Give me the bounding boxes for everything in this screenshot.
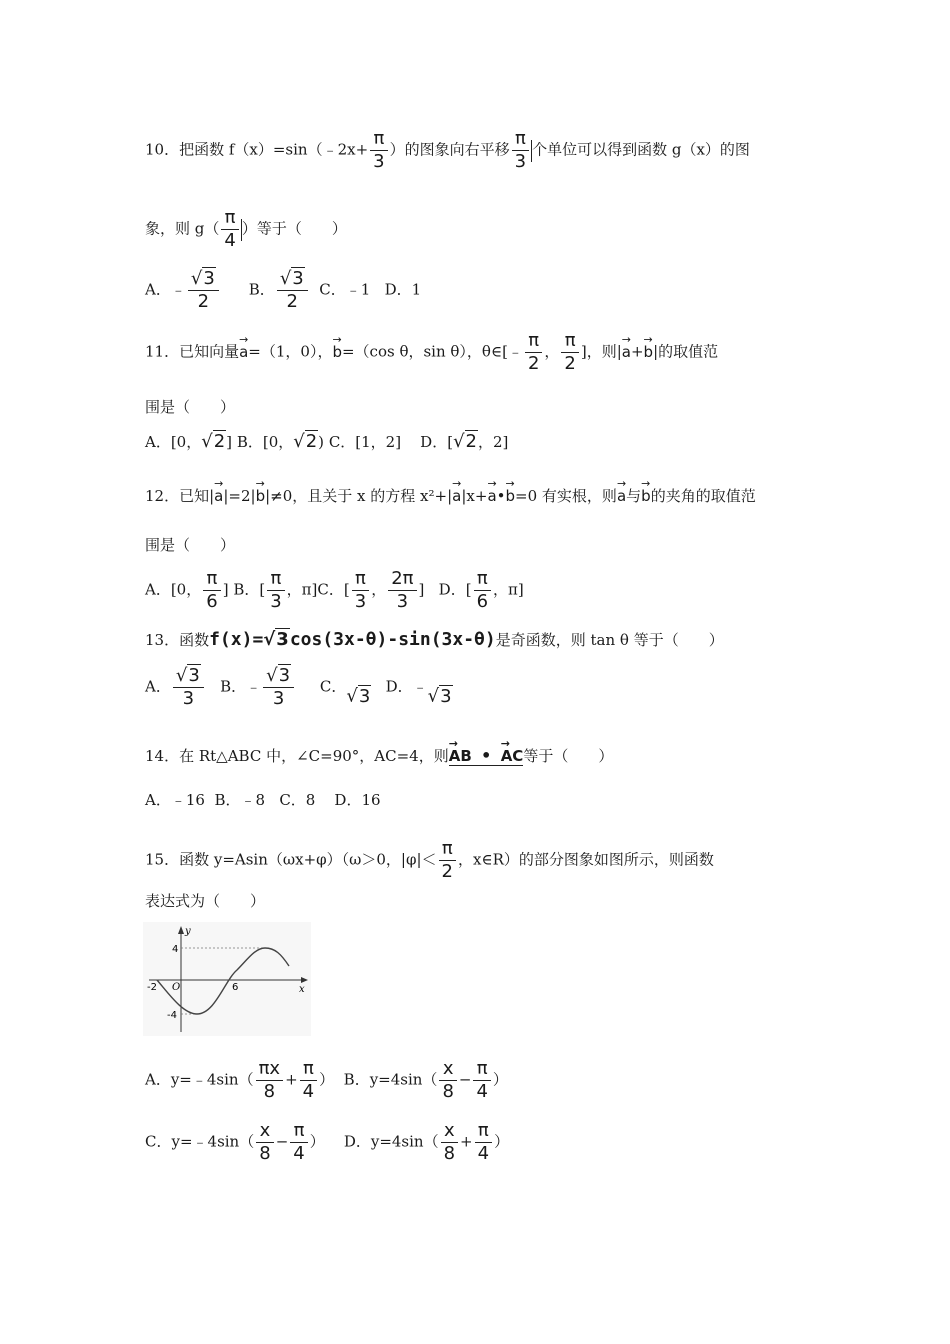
q12-text: |=2| <box>223 487 256 505</box>
tick-4: 4 <box>172 944 179 955</box>
vector-a: → a <box>622 336 631 362</box>
sqrt: √3 <box>190 268 215 289</box>
q11-text: =（1，0）， <box>248 342 333 361</box>
q14-expression: → AB • → AC <box>449 746 524 766</box>
q12-text: ， <box>371 580 387 599</box>
fraction: $\frac{2\pi}{3}$ <box>388 568 416 613</box>
fraction: $\frac{\pi}{4}$ <box>300 1058 317 1103</box>
q10-option-c: C．﹣1 <box>319 280 371 299</box>
q10-option-a: A．﹣ <box>145 280 186 299</box>
q10-line2 <box>145 207 347 252</box>
fraction: $\frac{\pi}{2}$ <box>439 838 456 883</box>
q13-option-a: A． <box>145 677 171 696</box>
fraction: $\frac{\pi}{6}$ <box>203 568 220 613</box>
q14-options <box>145 790 381 810</box>
q11-option-b: B．[0， <box>236 433 294 451</box>
minus-sign: − <box>275 1132 289 1151</box>
q11-option-c: C．[1，2] <box>328 433 402 451</box>
vector-a: → a <box>487 480 496 506</box>
q11-text: 11．已知向量 <box>145 342 240 361</box>
q12-text: =0 有实根，则 <box>515 487 617 505</box>
q12-text: 与 <box>626 487 642 505</box>
q13-text: 是奇函数，则 tan θ 等于（ ） <box>495 631 724 649</box>
q15-text: ，x∈R）的部分图象如图所示，则函数 <box>458 850 714 869</box>
fraction: $\frac{\pi}{2}$ <box>561 330 578 375</box>
q12-text: 12．已知| <box>145 487 215 505</box>
vector-a: → a <box>239 336 248 362</box>
vector-b: → b <box>644 336 654 362</box>
close-paren: ） <box>319 1070 335 1089</box>
fraction: $\frac{\pi}{4}$ <box>221 207 238 252</box>
sqrt: √3 <box>266 665 291 686</box>
fraction: $\frac{√3}{2}$ <box>277 268 308 313</box>
q10-option-b: B． <box>248 280 275 299</box>
close-paren: ） <box>492 1070 508 1089</box>
q13-option-d: D．﹣ <box>385 677 428 696</box>
q11-option-d: D．[ <box>420 433 454 451</box>
sqrt: √2 <box>293 431 318 452</box>
q12-text: ，π] <box>493 580 524 599</box>
q10-text: 10．把函数 f（x）=sin（﹣2x+ <box>145 140 369 159</box>
q12-option-a: A．[0， <box>145 580 202 599</box>
q12-options <box>145 568 524 613</box>
q11-option-a: A．[0， <box>145 433 202 451</box>
q11-line2 <box>145 397 235 417</box>
q12-line2 <box>145 535 235 555</box>
fraction: $\frac{√3}{3}$ <box>263 665 294 710</box>
q11-line1 <box>145 330 718 375</box>
q13-expression: f(x)=√3cos(3x-θ)-sin(3x-θ) <box>209 629 496 650</box>
q12-text: 围是（ ） <box>145 536 236 554</box>
q11-options <box>145 432 508 452</box>
tick-neg-2: -2 <box>147 982 157 993</box>
q14-text: 等于（ ） <box>523 747 614 765</box>
q13-option-c: C． <box>319 677 347 696</box>
vector-b: → b <box>641 480 651 506</box>
y-label: y <box>185 926 191 937</box>
q12-text: ] <box>222 580 229 599</box>
q10-line1 <box>145 128 750 173</box>
sqrt: √3 <box>263 629 289 650</box>
q15-option-b: B．y=4sin（ <box>343 1070 438 1089</box>
fraction: $\frac{x}{8}$ <box>256 1120 273 1165</box>
sqrt: √3 <box>346 685 371 707</box>
vector-b: → b <box>256 480 266 506</box>
q14-text: 14．在 Rt△ABC 中，∠C=90°，AC=4，则 <box>145 747 449 765</box>
q13-line1 <box>145 630 724 650</box>
q15-options-ab <box>145 1058 508 1103</box>
q12-line1 <box>145 480 756 506</box>
close-paren: ） <box>494 1132 510 1151</box>
q15-option-c: C．y=﹣4sin（ <box>145 1132 255 1151</box>
q12-text: ] <box>418 580 425 599</box>
q11-text: ]，则| <box>580 342 622 361</box>
q15-line1 <box>145 838 714 883</box>
q12-text: |≠0，且关于 x 的方程 x²+| <box>265 487 453 505</box>
q11-text: =（cos θ，sin θ），θ∈[﹣ <box>341 342 523 361</box>
q15-text: 表达式为（ ） <box>145 892 266 910</box>
vector-a: → a <box>214 480 223 506</box>
fraction: $\frac{\pi}{3}$ <box>512 128 529 173</box>
q15-text: 15．函数 y=Asin（ωx+φ）（ω＞0，|φ|＜ <box>145 850 437 869</box>
q10-text: ）的图象向右平移 <box>389 140 510 159</box>
fraction: $\frac{√3}{3}$ <box>173 665 204 710</box>
q11-text: ， <box>544 342 560 361</box>
sqrt: √3 <box>279 268 304 289</box>
q15-option-d: D．y=4sin（ <box>343 1132 439 1151</box>
fraction: $\frac{√3}{2}$ <box>188 268 219 313</box>
fraction: $\frac{x}{8}$ <box>441 1120 458 1165</box>
tick-neg-4: -4 <box>167 1010 177 1021</box>
q10-options <box>145 268 421 313</box>
q11-text: + <box>630 342 644 361</box>
q10-text: ）等于（ ） <box>241 219 347 238</box>
q10-text: 象，则 g（ <box>145 219 220 238</box>
q15-line2 <box>145 891 265 911</box>
q12-text: |x+ <box>461 487 488 505</box>
q12-option-d: D．[ <box>438 580 472 599</box>
fraction: $\frac{\pi}{3}$ <box>352 568 369 613</box>
fraction: $\frac{\pi x}{8}$ <box>256 1058 284 1103</box>
fraction: $\frac{\pi}{4}$ <box>290 1120 307 1165</box>
close-paren: ） <box>309 1132 325 1151</box>
sine-graph <box>143 922 311 1036</box>
q10-text: 个单位可以得到函数 g（x）的图 <box>532 140 750 159</box>
fraction: $\frac{\pi}{3}$ <box>370 128 387 173</box>
q12-text: ，π] <box>286 580 318 599</box>
x-label: x <box>299 984 305 995</box>
sqrt: √3 <box>175 665 200 686</box>
tick-6: 6 <box>232 982 239 993</box>
q11-option-a-end: ] <box>226 433 233 451</box>
fraction: $\frac{\pi}{3}$ <box>267 568 284 613</box>
q11-option-d-end: ，2] <box>478 433 509 451</box>
q12-text: 的夹角的取值范 <box>650 487 756 505</box>
q11-option-b-end: ) <box>318 433 325 451</box>
sqrt: √3 <box>427 685 452 707</box>
q14-options-text: A．﹣16 B．﹣8 C．8 D．16 <box>145 791 381 809</box>
q13-options <box>145 665 453 710</box>
q12-option-b: B．[ <box>233 580 266 599</box>
plus-sign: + <box>460 1132 473 1151</box>
origin-label: O <box>172 982 181 993</box>
q15-options-cd <box>145 1120 509 1165</box>
vector-b: → b <box>332 336 342 362</box>
q15-option-a: A．y=﹣4sin（ <box>145 1070 254 1089</box>
vector-a: → a <box>617 480 626 506</box>
sqrt: √2 <box>201 431 226 452</box>
vector-b: → b <box>506 480 516 506</box>
q10-option-d: D．1 <box>384 280 422 299</box>
q12-option-c: C．[ <box>317 580 350 599</box>
q13-option-b: B．﹣ <box>220 677 262 696</box>
fraction: $\frac{x}{8}$ <box>439 1058 456 1103</box>
sqrt: √2 <box>453 431 477 452</box>
fraction: $\frac{\pi}{6}$ <box>474 568 491 613</box>
vector-a: → a <box>452 480 461 506</box>
minus-sign: − <box>458 1070 472 1089</box>
q13-text: 13．函数 <box>145 631 210 649</box>
q11-text: 围是（ ） <box>145 398 236 416</box>
fraction: $\frac{\pi}{4}$ <box>475 1120 492 1165</box>
plus-sign: + <box>285 1070 298 1089</box>
q11-text: |的取值范 <box>653 342 719 361</box>
fraction: $\frac{\pi}{4}$ <box>473 1058 490 1103</box>
fraction: $\frac{\pi}{2}$ <box>525 330 542 375</box>
q14-line1 <box>145 740 613 766</box>
q12-text: • <box>496 487 506 505</box>
